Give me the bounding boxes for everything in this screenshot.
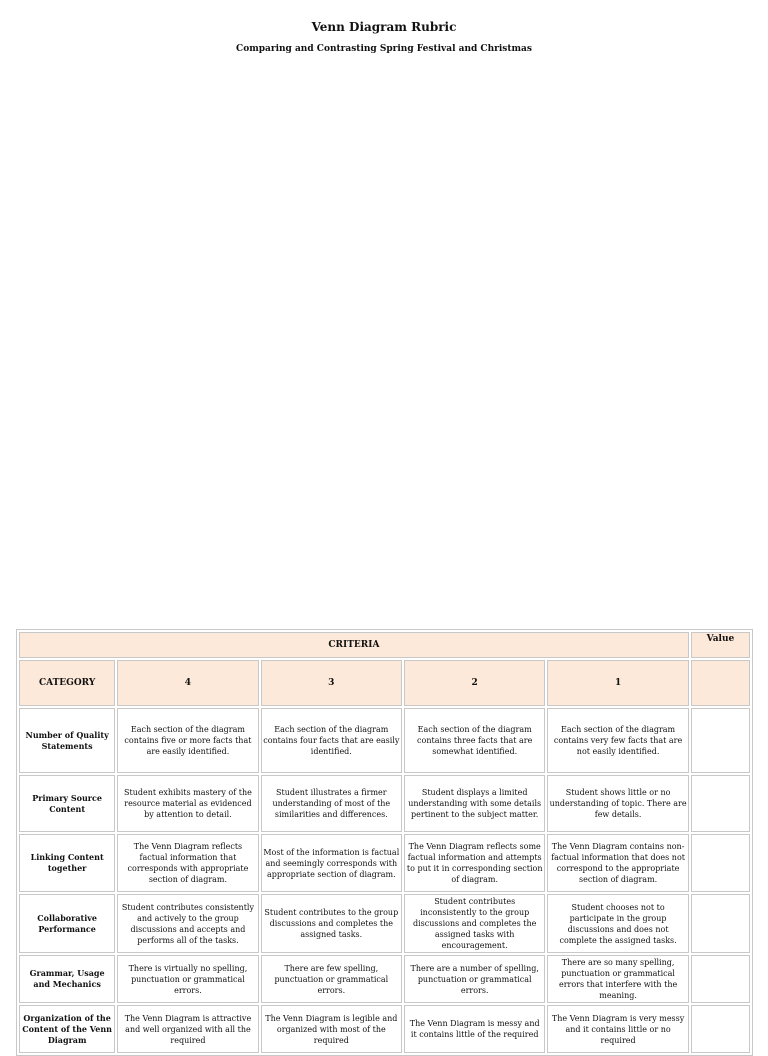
- criteria-cell: Most of the information is factual and seemingly corresponds with appropriate section of diagram.: [261, 834, 402, 892]
- page-subtitle: Comparing and Contrasting Spring Festival and Christmas: [236, 44, 532, 54]
- criteria-cell: There are a number of spelling, punctuation or grammatical errors.: [404, 955, 545, 1003]
- criteria-cell: Student chooses not to participate in the group discussions and does not complete the assigned tasks.: [547, 894, 688, 953]
- criteria-cell: Each section of the diagram contains very few facts that are not easily identified.: [547, 708, 688, 773]
- category-cell: Organization of the Content of the Venn Diagram: [19, 1005, 115, 1053]
- criteria-cell: Student contributes inconsistently to the group discussions and completes the assigned tasks with encouragement.: [404, 894, 545, 953]
- criteria-cell: Student shows little or no understanding of topic. There are few details.: [547, 775, 688, 832]
- category-cell: Primary Source Content: [19, 775, 115, 832]
- criteria-header-row: [19, 632, 750, 658]
- table-row: [19, 1005, 750, 1053]
- value-header: Value: [691, 632, 750, 658]
- category-cell: Linking Content together: [19, 834, 115, 892]
- page-title: Venn Diagram Rubric: [311, 20, 457, 34]
- category-cell: Collaborative Performance: [19, 894, 115, 953]
- criteria-cell: There are so many spelling, punctuation or grammatical errors that interfere with the meaning.: [547, 955, 688, 1003]
- table-row: [19, 894, 750, 953]
- criteria-header: CRITERIA: [19, 632, 689, 658]
- value-cell: [691, 775, 750, 832]
- level-header-2: 2: [404, 660, 545, 706]
- criteria-cell: The Venn Diagram is legible and organized with most of the required: [261, 1005, 402, 1053]
- table-row: [19, 775, 750, 832]
- value-cell: [691, 1005, 750, 1053]
- criteria-cell: Each section of the diagram contains four facts that are easily identified.: [261, 708, 402, 773]
- category-cell: Grammar, Usage and Mechanics: [19, 955, 115, 1003]
- criteria-cell: The Venn Diagram contains non-factual information that does not correspond to the appropriate section of diagram.: [547, 834, 688, 892]
- rubric-table: [16, 629, 753, 1056]
- level-header-4: 4: [117, 660, 258, 706]
- category-header: CATEGORY: [19, 660, 115, 706]
- criteria-cell: Student displays a limited understanding with some details pertinent to the subject matter.: [404, 775, 545, 832]
- value-header-blank: [691, 660, 750, 706]
- criteria-cell: Student illustrates a firmer understanding of most of the similarities and differences.: [261, 775, 402, 832]
- criteria-cell: The Venn Diagram is messy and it contains little of the required: [404, 1005, 545, 1053]
- level-header-3: 3: [261, 660, 402, 706]
- criteria-cell: Each section of the diagram contains five or more facts that are easily identified.: [117, 708, 258, 773]
- criteria-cell: The Venn Diagram reflects factual information that corresponds with appropriate section of diagram.: [117, 834, 258, 892]
- criteria-cell: Student exhibits mastery of the resource material as evidenced by attention to detail.: [117, 775, 258, 832]
- table-row: [19, 955, 750, 1003]
- category-cell: Number of Quality Statements: [19, 708, 115, 773]
- criteria-cell: Each section of the diagram contains three facts that are somewhat identified.: [404, 708, 545, 773]
- criteria-cell: Student contributes to the group discussions and completes the assigned tasks.: [261, 894, 402, 953]
- level-header-1: 1: [547, 660, 688, 706]
- criteria-cell: Student contributes consistently and actively to the group discussions and accepts and performs all of the tasks.: [117, 894, 258, 953]
- criteria-cell: There are few spelling, punctuation or grammatical errors.: [261, 955, 402, 1003]
- table-row: [19, 708, 750, 773]
- criteria-cell: The Venn Diagram is very messy and it contains little or no required: [547, 1005, 688, 1053]
- criteria-cell: The Venn Diagram is attractive and well organized with all the required: [117, 1005, 258, 1053]
- value-cell: [691, 708, 750, 773]
- value-cell: [691, 955, 750, 1003]
- criteria-cell: There is virtually no spelling, punctuation or grammatical errors.: [117, 955, 258, 1003]
- category-header-row: [19, 660, 750, 706]
- criteria-cell: The Venn Diagram reflects some factual information and attempts to put it in corresponding section of diagram.: [404, 834, 545, 892]
- value-cell: [691, 834, 750, 892]
- table-row: [19, 834, 750, 892]
- value-cell: [691, 894, 750, 953]
